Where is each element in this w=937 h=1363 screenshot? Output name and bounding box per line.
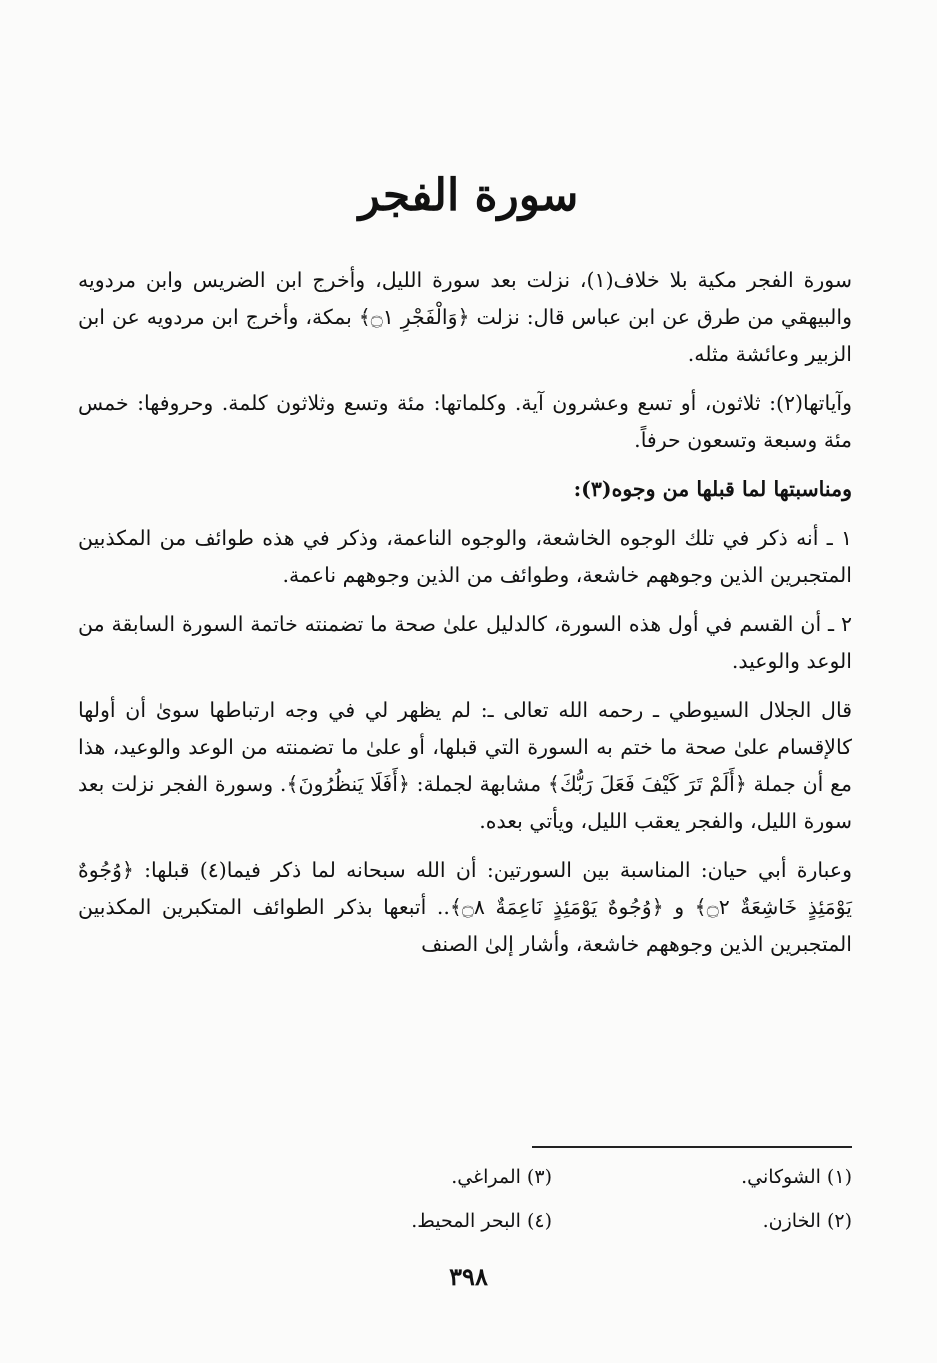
- footnotes-left-column: [280, 1160, 552, 1248]
- page-body: [78, 262, 852, 975]
- paragraph-abu-hayyan: وعبارة أبي حيان: المناسبة بين السورتين: أن الله سبحانه لما ذكر فيما(٤) قبلها: ﴿وُجُوهٌ يَوْمَئِذٍ خَاشِعَةٌ ۝٢﴾ و ﴿وُجُوهٌ يَوْمَئِذٍ نَاعِمَةٌ ۝٨﴾.. أتبعها بذكر الطوائف المتكبرين المكذبين المتجبرين الذين وجوههم خاشعة، وأشار إلىٰ الصنف: [78, 858, 852, 956]
- section-heading-relation: ومناسبتها لما قبلها من وجوه(٣):: [573, 477, 852, 501]
- footnote-1: (١) الشوكاني.: [741, 1166, 852, 1188]
- paragraph-verse-count: وآياتها(٢): ثلاثون، أو تسع وعشرون آية. وكلماتها: مئة وتسع وثلاثون كلمة. وحروفها: خمس مئة وسبعة وتسعون حرفاً.: [78, 391, 852, 452]
- paragraph-suyuti: قال الجلال السيوطي ـ رحمه الله تعالى ـ: لم يظهر لي في وجه ارتباطها سوىٰ أن أولها كالإقسام علىٰ صحة ما ختم به السورة التي قبلها، أو علىٰ ما تضمنته من الوعد والوعيد، هذا مع أن جملة ﴿أَلَمْ تَرَ كَيْفَ فَعَلَ رَبُّكَ﴾ مشابهة لجملة: ﴿أَفَلَا يَنظُرُونَ﴾. وسورة الفجر نزلت بعد سورة الليل، والفجر يعقب الليل، ويأتي بعده.: [78, 698, 852, 833]
- page-number: ٣٩٨: [449, 1262, 488, 1291]
- paragraph-point-1: ١ ـ أنه ذكر في تلك الوجوه الخاشعة، والوجوه الناعمة، وذكر في هذه طوائف من المكذبين المتجبرين الذين وجوههم خاشعة، وطوائف من الذين وجوههم ناعمة.: [78, 526, 852, 587]
- footnote-4: (٤) البحر المحيط.: [411, 1210, 552, 1232]
- footnotes-right-column: [632, 1160, 852, 1248]
- footnote-2: (٢) الخازن.: [762, 1210, 852, 1232]
- paragraph-intro: سورة الفجر مكية بلا خلاف(١)، نزلت بعد سورة الليل، وأخرج ابن الضريس وابن مردويه والبيهقي من طرق عن ابن عباس قال: نزلت ﴿وَالْفَجْرِ ۝١﴾ بمكة، وأخرج ابن مردويه عن ابن الزبير وعائشة مثله.: [78, 268, 852, 366]
- surah-title: سورة الفجر: [358, 170, 579, 221]
- footnote-divider: [532, 1146, 852, 1148]
- paragraph-point-2: ٢ ـ أن القسم في أول هذه السورة، كالدليل علىٰ صحة ما تضمنته خاتمة السورة السابقة من الوعد والوعيد.: [78, 612, 852, 673]
- footnote-3: (٣) المراغي.: [451, 1166, 552, 1188]
